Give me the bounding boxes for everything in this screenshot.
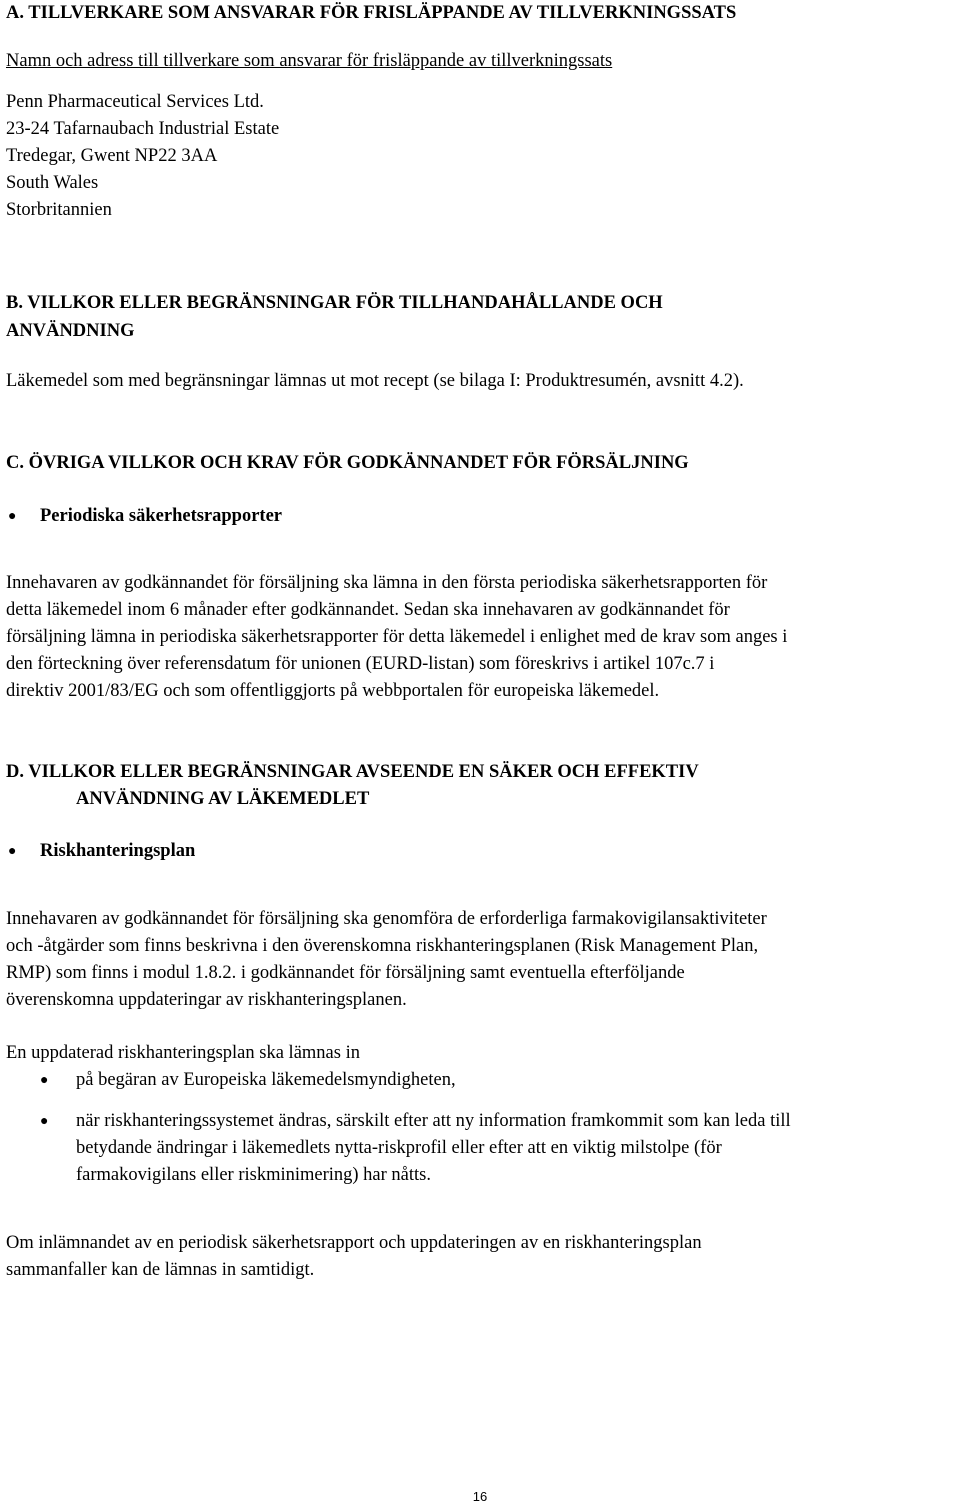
paragraph-line: Innehavaren av godkännandet för försäljning ska genomföra de erforderliga farmakovigilansaktiviteter (6, 909, 767, 929)
update-bullet-line: på begäran av Europeiska läkemedelsmyndigheten, (76, 1070, 456, 1090)
paragraph-line: och -åtgärder som finns beskrivna i den överenskomna riskhanteringsplanen (Risk Management Plan, (6, 936, 759, 956)
closing-line: Om inlämnandet av en periodisk säkerhetsrapport och uppdateringen av en riskhanteringsplan (6, 1233, 702, 1253)
section-b-text: Läkemedel som med begränsningar lämnas ut mot recept (se bilaga I: Produktresumén, avsnitt 4.2). (6, 371, 744, 391)
paragraph-line: överenskomna uppdateringar av riskhanteringsplanen. (6, 990, 407, 1010)
section-d-heading: D. VILLKOR ELLER BEGRÄNSNINGAR AVSEENDE EN SÄKER OCH EFFEKTIV (6, 762, 699, 782)
paragraph-line: försäljning lämna in periodiska säkerhetsrapporter för detta läkemedel i enlighet med de krav som anges i (6, 627, 788, 647)
section-a-heading: A. TILLVERKARE SOM ANSVARAR FÖR FRISLÄPPANDE AV TILLVERKNINGSSATS (6, 3, 737, 23)
update-bullet-line: när riskhanteringssystemet ändras, särskilt efter att ny information framkommit som kan leda till (76, 1111, 791, 1131)
section-c-bullet-title: Periodiska säkerhetsrapporter (40, 506, 283, 526)
paragraph-line: RMP) som finns i modul 1.8.2. i godkännandet för försäljning samt eventuella efterföljande (6, 963, 685, 983)
section-d-heading-cont: ANVÄNDNING AV LÄKEMEDLET (76, 789, 370, 809)
paragraph-line: direktiv 2001/83/EG och som offentliggjorts på webbportalen för europeiska läkemedel. (6, 681, 660, 701)
paragraph-line: den förteckning över referensdatum för unionen (EURD-listan) som föreskrivs i artikel 107c.7 i (6, 654, 715, 674)
closing-line: sammanfaller kan de lämnas in samtidigt. (6, 1260, 315, 1280)
section-b-heading-cont: ANVÄNDNING (6, 321, 135, 341)
address-line: Penn Pharmaceutical Services Ltd. (6, 92, 264, 112)
section-a-subheading: Namn och adress till tillverkare som ansvarar för frisläppande av tillverkningssats (6, 51, 613, 71)
update-bullet-line: farmakovigilans eller riskminimering) har nåtts. (76, 1165, 431, 1185)
section-c-heading: C. ÖVRIGA VILLKOR OCH KRAV FÖR GODKÄNNANDET FÖR FÖRSÄLJNING (6, 453, 689, 473)
section-b-heading: B. VILLKOR ELLER BEGRÄNSNINGAR FÖR TILLHANDAHÅLLANDE OCH (6, 293, 663, 313)
update-bullet-line: betydande ändringar i läkemedlets nytta-riskprofil eller efter att en viktig milstolpe (för (76, 1138, 722, 1158)
paragraph-line: Innehavaren av godkännandet för försäljning ska lämna in den första periodiska säkerhetsrapporten för (6, 573, 768, 593)
update-intro: En uppdaterad riskhanteringsplan ska lämnas in (6, 1043, 360, 1063)
bullet-icon: ● (8, 844, 17, 859)
address-line: Tredegar, Gwent NP22 3AA (6, 146, 218, 166)
bullet-icon: ● (40, 1073, 49, 1088)
bullet-icon: ● (40, 1114, 49, 1129)
address-line: 23-24 Tafarnaubach Industrial Estate (6, 119, 280, 139)
paragraph-line: detta läkemedel inom 6 månader efter godkännandet. Sedan ska innehavaren av godkännandet för (6, 600, 730, 620)
address-line: South Wales (6, 173, 99, 193)
page-number: 16 (472, 1489, 488, 1504)
address-line: Storbritannien (6, 200, 112, 220)
section-d-bullet-title: Riskhanteringsplan (40, 841, 196, 861)
bullet-icon: ● (8, 509, 17, 524)
